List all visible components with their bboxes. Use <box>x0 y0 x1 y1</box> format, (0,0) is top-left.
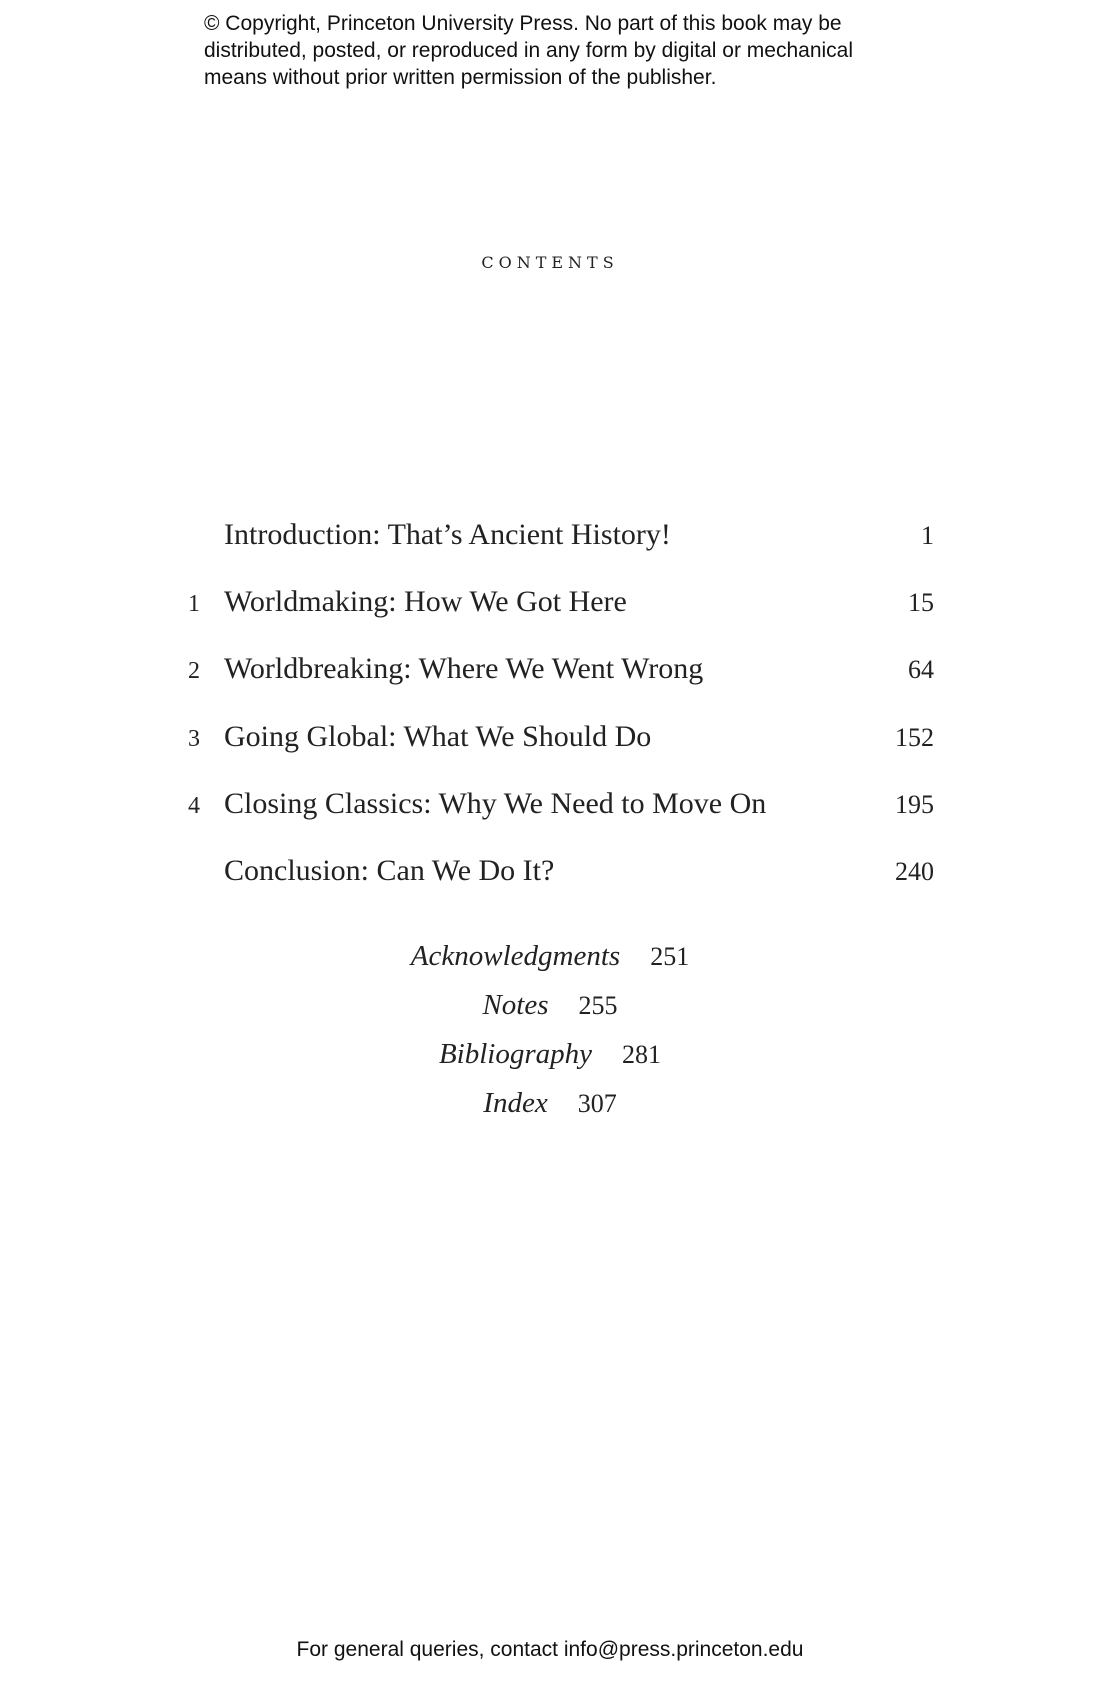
copyright-line-2: distributed, posted, or reproduced in any form by digital or mechanical <box>204 39 854 62</box>
page-number: 255 <box>578 991 618 1020</box>
back-matter-bibliography[interactable] <box>0 1038 1100 1087</box>
chapter-title: Worldmaking: How We Got Here <box>224 585 627 618</box>
chapter-number: 3 <box>188 726 200 752</box>
back-matter-title: Index <box>483 1087 548 1119</box>
copyright-notice <box>204 10 924 91</box>
toc-entry-chapter-1[interactable] <box>0 585 1100 625</box>
copyright-line-3: means without prior written permission of the publisher. <box>204 66 717 89</box>
back-matter-title: Notes <box>482 989 549 1021</box>
page-number: 1 <box>921 521 934 550</box>
back-matter-acknowledgments[interactable] <box>0 940 1100 989</box>
footer-contact: For general queries, contact info@press.princeton.edu <box>296 1638 804 1661</box>
page-number: 240 <box>895 857 934 886</box>
back-matter-notes[interactable] <box>0 989 1100 1038</box>
chapter-title: Conclusion: Can We Do It? <box>224 854 555 887</box>
chapter-number: 4 <box>188 793 200 819</box>
chapter-number: 1 <box>188 591 200 617</box>
chapter-title: Introduction: That’s Ancient History! <box>224 518 671 551</box>
chapter-title: Closing Classics: Why We Need to Move On <box>224 787 767 820</box>
page-number: 152 <box>895 723 934 752</box>
back-matter-title: Bibliography <box>438 1038 593 1070</box>
page-title: contents <box>481 248 619 274</box>
page-number: 64 <box>908 655 934 684</box>
toc-entry-introduction[interactable] <box>0 518 1100 558</box>
page-number: 281 <box>622 1040 662 1069</box>
toc-entry-chapter-2[interactable] <box>0 652 1100 692</box>
back-matter-list <box>0 940 1100 1136</box>
toc-entry-chapter-3[interactable] <box>0 720 1100 760</box>
chapter-title: Going Global: What We Should Do <box>224 720 652 753</box>
chapter-number: 2 <box>188 658 200 684</box>
page-number: 251 <box>650 942 690 971</box>
page-number: 195 <box>895 790 934 819</box>
back-matter-title: Acknowledgments <box>410 940 621 972</box>
back-matter-index[interactable] <box>0 1087 1100 1136</box>
page-number: 15 <box>908 588 934 617</box>
toc-entry-chapter-4[interactable] <box>0 787 1100 827</box>
toc-entry-conclusion[interactable] <box>0 854 1100 894</box>
page-number: 307 <box>577 1089 617 1118</box>
copyright-line-1: © Copyright, Princeton University Press. No part of this book may be <box>204 12 842 35</box>
chapter-title: Worldbreaking: Where We Went Wrong <box>224 652 704 685</box>
